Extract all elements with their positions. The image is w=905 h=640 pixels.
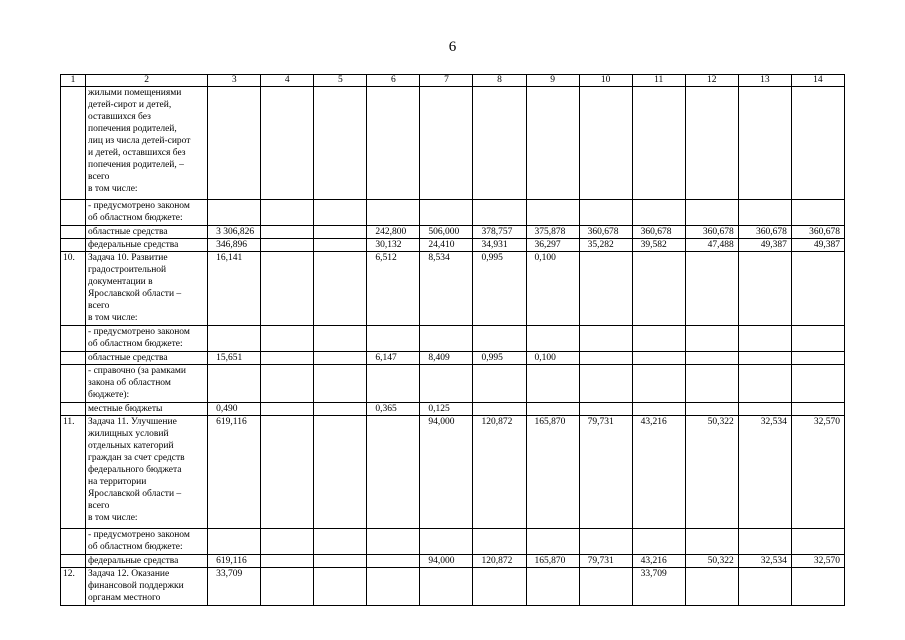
value-cell (791, 200, 844, 226)
value-cell (738, 352, 791, 365)
description-line: попечения родителей, (88, 124, 177, 134)
value-cell: 43,216 (632, 416, 685, 529)
value-cell (208, 365, 261, 403)
value-cell: 32,570 (791, 416, 844, 529)
table-row (61, 555, 845, 568)
value-cell (261, 555, 314, 568)
description-line: об областном бюджете: (88, 213, 183, 223)
description-line: - предусмотрено законом (88, 201, 190, 211)
description-line: на территории (88, 477, 147, 487)
description-line: органам местного (88, 593, 161, 603)
value-cell: 35,282 (579, 239, 632, 252)
description-line: граждан за счет средств (88, 453, 185, 463)
description-line: Ярославской области – (88, 289, 182, 299)
value-cell (420, 568, 473, 606)
value-cell (367, 416, 420, 529)
value-cell (738, 252, 791, 326)
description-line: оставшихся без (88, 112, 151, 122)
description-line: федеральные средства (88, 240, 179, 250)
description-line: жилыми помещениями (88, 88, 182, 98)
value-cell: 32,570 (791, 555, 844, 568)
column-header: 14 (791, 75, 844, 87)
value-cell (526, 326, 579, 352)
value-cell (473, 87, 526, 200)
row-description (86, 568, 208, 606)
value-cell (261, 252, 314, 326)
value-cell (791, 365, 844, 403)
value-cell (367, 568, 420, 606)
column-header: 4 (261, 75, 314, 87)
value-cell (579, 87, 632, 200)
value-cell: 6,147 (367, 352, 420, 365)
row-index (61, 226, 86, 239)
value-cell (420, 200, 473, 226)
description-line: финансовой поддержки (88, 581, 184, 591)
value-cell (738, 403, 791, 416)
value-cell (473, 326, 526, 352)
description-line: всего (88, 172, 110, 182)
value-cell: 0,995 (473, 252, 526, 326)
description-line: областные средства (88, 227, 168, 237)
value-cell: 378,757 (473, 226, 526, 239)
value-cell (526, 87, 579, 200)
value-cell (367, 555, 420, 568)
value-cell: 47,488 (685, 239, 738, 252)
value-cell: 165,870 (526, 416, 579, 529)
value-cell: 43,216 (632, 555, 685, 568)
value-cell (579, 403, 632, 416)
row-description (86, 200, 208, 226)
value-cell (261, 365, 314, 403)
value-cell: 360,678 (685, 226, 738, 239)
row-description (86, 555, 208, 568)
description-line: всего (88, 501, 110, 511)
value-cell (791, 568, 844, 606)
column-header: 6 (367, 75, 420, 87)
description-line: в том числе: (88, 313, 138, 323)
value-cell: 165,870 (526, 555, 579, 568)
description-line: об областном бюджете: (88, 339, 183, 349)
row-description (86, 226, 208, 239)
table-row (61, 226, 845, 239)
table-row (61, 326, 845, 352)
value-cell: 36,297 (526, 239, 579, 252)
description-line: областные средства (88, 353, 168, 363)
value-cell (738, 365, 791, 403)
table-header-row (61, 75, 845, 87)
table-row (61, 200, 845, 226)
row-index (61, 529, 86, 555)
value-cell: 0,100 (526, 352, 579, 365)
value-cell: 120,872 (473, 555, 526, 568)
value-cell (685, 568, 738, 606)
value-cell: 49,387 (791, 239, 844, 252)
table-row (61, 252, 845, 326)
value-cell: 360,678 (632, 226, 685, 239)
value-cell: 79,731 (579, 416, 632, 529)
description-line: жилищных условий (88, 429, 169, 439)
value-cell (685, 352, 738, 365)
column-header: 3 (208, 75, 261, 87)
value-cell (526, 200, 579, 226)
value-cell (738, 87, 791, 200)
value-cell: 0,100 (526, 252, 579, 326)
value-cell (632, 326, 685, 352)
value-cell (367, 200, 420, 226)
value-cell (738, 200, 791, 226)
value-cell (261, 326, 314, 352)
value-cell: 49,387 (738, 239, 791, 252)
value-cell (791, 403, 844, 416)
value-cell: 0,365 (367, 403, 420, 416)
value-cell (314, 568, 367, 606)
value-cell (208, 200, 261, 226)
value-cell (314, 529, 367, 555)
value-cell (261, 352, 314, 365)
column-header: 5 (314, 75, 367, 87)
value-cell (314, 239, 367, 252)
description-line: в том числе: (88, 513, 138, 523)
table-row (61, 352, 845, 365)
value-cell: 506,000 (420, 226, 473, 239)
value-cell (261, 87, 314, 200)
description-line: Задача 12. Оказание (88, 569, 170, 579)
value-cell (261, 200, 314, 226)
value-cell (738, 529, 791, 555)
value-cell (791, 352, 844, 365)
value-cell: 360,678 (791, 226, 844, 239)
value-cell: 8,409 (420, 352, 473, 365)
column-header: 12 (685, 75, 738, 87)
description-line: Ярославской области – (88, 489, 182, 499)
description-line: - справочно (за рамками (88, 366, 187, 376)
value-cell (208, 87, 261, 200)
value-cell: 94,000 (420, 416, 473, 529)
value-cell (314, 416, 367, 529)
value-cell: 242,800 (367, 226, 420, 239)
value-cell: 50,322 (685, 555, 738, 568)
table-row (61, 365, 845, 403)
value-cell: 30,132 (367, 239, 420, 252)
table-row (61, 529, 845, 555)
value-cell: 619,116 (208, 555, 261, 568)
description-line: - предусмотрено законом (88, 327, 190, 337)
value-cell: 120,872 (473, 416, 526, 529)
value-cell (791, 326, 844, 352)
value-cell (473, 365, 526, 403)
description-line: закона об областном (88, 378, 171, 388)
value-cell (632, 403, 685, 416)
value-cell (420, 326, 473, 352)
value-cell (314, 87, 367, 200)
table-row (61, 403, 845, 416)
row-index (61, 239, 86, 252)
column-header: 1 (61, 75, 86, 87)
value-cell (685, 252, 738, 326)
value-cell: 3 306,826 (208, 226, 261, 239)
row-description (86, 403, 208, 416)
value-cell: 79,731 (579, 555, 632, 568)
row-index: 12. (61, 568, 86, 606)
value-cell (473, 568, 526, 606)
value-cell: 0,490 (208, 403, 261, 416)
value-cell (314, 226, 367, 239)
value-cell (314, 403, 367, 416)
value-cell (738, 568, 791, 606)
row-description (86, 239, 208, 252)
column-header: 10 (579, 75, 632, 87)
value-cell (367, 529, 420, 555)
value-cell (473, 403, 526, 416)
column-header: 2 (86, 75, 208, 87)
row-index (61, 87, 86, 200)
description-line: всего (88, 301, 110, 311)
description-line: лиц из числа детей-сирот (88, 136, 191, 146)
value-cell: 16,141 (208, 252, 261, 326)
table-row (61, 416, 845, 529)
row-description (86, 87, 208, 200)
value-cell: 32,534 (738, 555, 791, 568)
value-cell (685, 403, 738, 416)
value-cell (314, 326, 367, 352)
value-cell (261, 416, 314, 529)
value-cell: 0,125 (420, 403, 473, 416)
description-line: федеральные средства (88, 556, 179, 566)
column-header: 9 (526, 75, 579, 87)
row-index (61, 352, 86, 365)
value-cell: 619,116 (208, 416, 261, 529)
value-cell (420, 87, 473, 200)
value-cell (261, 403, 314, 416)
value-cell (473, 200, 526, 226)
description-line: попечения родителей, – (88, 160, 184, 170)
value-cell: 8,534 (420, 252, 473, 326)
row-index (61, 403, 86, 416)
table-row (61, 568, 845, 606)
value-cell (367, 87, 420, 200)
description-line: - предусмотрено законом (88, 530, 190, 540)
column-header: 13 (738, 75, 791, 87)
description-line: градостроительной (88, 265, 167, 275)
value-cell (579, 252, 632, 326)
value-cell (314, 365, 367, 403)
value-cell: 24,410 (420, 239, 473, 252)
row-description (86, 416, 208, 529)
value-cell (526, 403, 579, 416)
value-cell (579, 365, 632, 403)
value-cell (314, 252, 367, 326)
description-line: об областном бюджете: (88, 542, 183, 552)
description-line: в том числе: (88, 184, 138, 194)
description-line: федерального бюджета (88, 465, 182, 475)
value-cell (791, 87, 844, 200)
column-header: 8 (473, 75, 526, 87)
budget-table (60, 74, 845, 606)
value-cell (738, 326, 791, 352)
value-cell (208, 326, 261, 352)
value-cell (314, 555, 367, 568)
value-cell (685, 200, 738, 226)
value-cell (526, 365, 579, 403)
value-cell (685, 365, 738, 403)
value-cell (473, 529, 526, 555)
row-description (86, 352, 208, 365)
value-cell (261, 226, 314, 239)
value-cell: 94,000 (420, 555, 473, 568)
value-cell (526, 529, 579, 555)
row-description (86, 365, 208, 403)
row-index: 10. (61, 252, 86, 326)
value-cell (367, 326, 420, 352)
row-description (86, 529, 208, 555)
value-cell (261, 239, 314, 252)
description-line: отдельных категорий (88, 441, 174, 451)
value-cell (632, 352, 685, 365)
value-cell: 33,709 (208, 568, 261, 606)
value-cell (791, 529, 844, 555)
description-line: Задача 11. Улучшение (88, 417, 177, 427)
value-cell: 360,678 (579, 226, 632, 239)
value-cell (685, 326, 738, 352)
value-cell (791, 252, 844, 326)
value-cell: 34,931 (473, 239, 526, 252)
column-header: 11 (632, 75, 685, 87)
value-cell (632, 365, 685, 403)
row-description (86, 252, 208, 326)
value-cell: 50,322 (685, 416, 738, 529)
value-cell (526, 568, 579, 606)
value-cell (685, 529, 738, 555)
table-row (61, 239, 845, 252)
value-cell (314, 200, 367, 226)
column-header: 7 (420, 75, 473, 87)
value-cell: 346,896 (208, 239, 261, 252)
value-cell (632, 529, 685, 555)
value-cell: 32,534 (738, 416, 791, 529)
row-index (61, 326, 86, 352)
value-cell (261, 529, 314, 555)
description-line: местные бюджеты (88, 404, 163, 414)
description-line: и детей, оставшихся без (88, 148, 186, 158)
value-cell: 6,512 (367, 252, 420, 326)
row-index: 11. (61, 416, 86, 529)
value-cell: 0,995 (473, 352, 526, 365)
value-cell: 360,678 (738, 226, 791, 239)
description-line: бюджете): (88, 390, 130, 400)
value-cell (632, 87, 685, 200)
value-cell (420, 529, 473, 555)
value-cell: 15,651 (208, 352, 261, 365)
value-cell (261, 568, 314, 606)
value-cell (632, 200, 685, 226)
value-cell (579, 352, 632, 365)
row-index (61, 365, 86, 403)
page-number: 6 (448, 39, 457, 55)
value-cell (420, 365, 473, 403)
row-index (61, 555, 86, 568)
row-description (86, 326, 208, 352)
description-line: документации в (88, 277, 153, 287)
value-cell (314, 352, 367, 365)
value-cell: 39,582 (632, 239, 685, 252)
value-cell (579, 568, 632, 606)
value-cell (579, 200, 632, 226)
table-row (61, 87, 845, 200)
value-cell (579, 529, 632, 555)
description-line: Задача 10. Развитие (88, 253, 168, 263)
row-index (61, 200, 86, 226)
value-cell (632, 252, 685, 326)
description-line: детей-сирот и детей, (88, 100, 172, 110)
value-cell: 375,878 (526, 226, 579, 239)
value-cell: 33,709 (632, 568, 685, 606)
value-cell (367, 365, 420, 403)
value-cell (685, 87, 738, 200)
value-cell (579, 326, 632, 352)
value-cell (208, 529, 261, 555)
